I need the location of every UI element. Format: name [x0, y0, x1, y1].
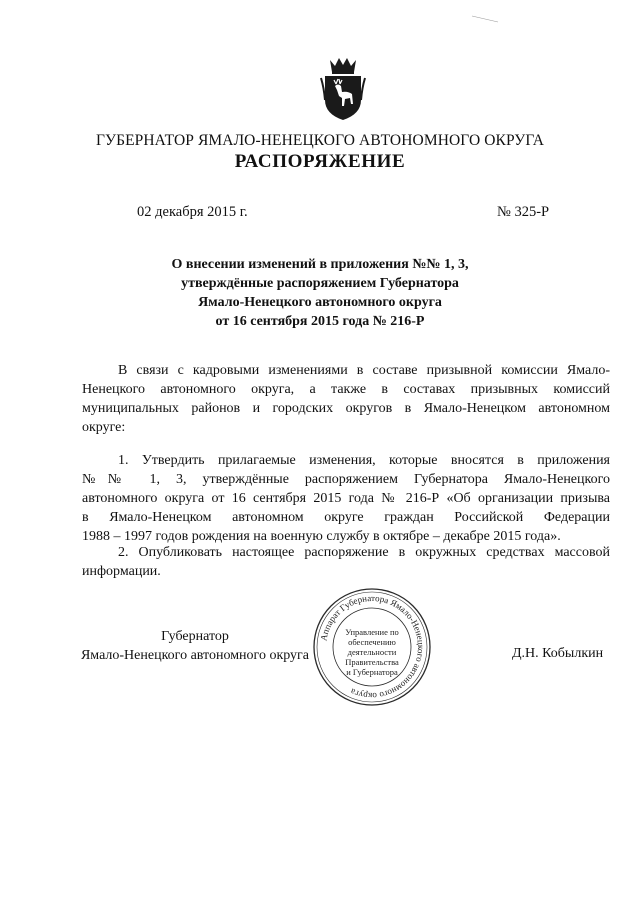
stamp-line: и Губернатора: [346, 667, 398, 677]
paragraph-line: в Ямало-Ненецком автономном округе граждан Российской Федерации: [82, 510, 610, 525]
paragraph-line: В связи с кадровыми изменениями в составе призывной комиссии Ямало-: [118, 363, 610, 378]
signer-position: Губернатор: [161, 629, 229, 644]
subject-line: Ямало-Ненецкого автономного округа: [198, 295, 442, 310]
document-type: РАСПОРЯЖЕНИЕ: [234, 151, 406, 172]
paragraph-line: 2. Опубликовать настоящее распоряжение в окружных средствах массовой: [118, 545, 610, 560]
paragraph-line: информации.: [82, 564, 161, 579]
stamp-line: обеспечению: [348, 637, 396, 647]
stamp-ring-text: Аппарат Губернатора Ямало-Ненецкого автономного округа: [318, 592, 427, 702]
document-date: 02 декабря 2015 г.: [137, 204, 248, 220]
subject-line: О внесении изменений в приложения №№ 1, 3,: [171, 257, 469, 272]
item-1-paragraph: [82, 451, 610, 546]
scan-mark: [470, 14, 500, 24]
paragraph-line: №№ 1, 3, утверждённые распоряжением Губернатора Ямало-Ненецкого: [82, 472, 610, 487]
signer-title: [80, 627, 310, 665]
paragraph-line: 1988 – 1997 годов рождения на военную службу в октябре – декабре 2015 года».: [82, 529, 561, 544]
document-subject: [120, 255, 520, 331]
stamp-line: Правительства: [345, 657, 399, 667]
stamp-line: деятельности: [347, 647, 397, 657]
coat-of-arms-icon: [318, 56, 368, 122]
signer-region: Ямало-Ненецкого автономного округа: [80, 648, 310, 663]
paragraph-line: муниципальных районов и городских округов в Ямало-Ненецком автономном: [82, 401, 610, 416]
document-number: № 325-Р: [497, 204, 550, 220]
preamble-paragraph: [82, 361, 610, 437]
paragraph-line: 1. Утвердить прилагаемые изменения, которые вносятся в приложения: [118, 453, 610, 468]
subject-line: от 16 сентября 2015 года № 216-Р: [215, 314, 425, 329]
paragraph-line: Ненецкого автономного округа, а также в составах призывных комиссий: [82, 382, 610, 397]
subject-line: утверждённые распоряжением Губернатора: [181, 276, 459, 291]
stamp-line: Управление по: [345, 627, 399, 637]
stamp-inner-text: [334, 627, 410, 677]
issuer-title: ГУБЕРНАТОР ЯМАЛО-НЕНЕЦКОГО АВТОНОМНОГО ОКРУГА: [95, 132, 545, 149]
signer-name: Д.Н. Кобылкин: [512, 646, 604, 661]
paragraph-line: округе:: [82, 420, 126, 435]
paragraph-line: автономного округа от 16 сентября 2015 года № 216-Р «Об организации призыва: [82, 491, 610, 506]
item-2-paragraph: [82, 543, 610, 581]
